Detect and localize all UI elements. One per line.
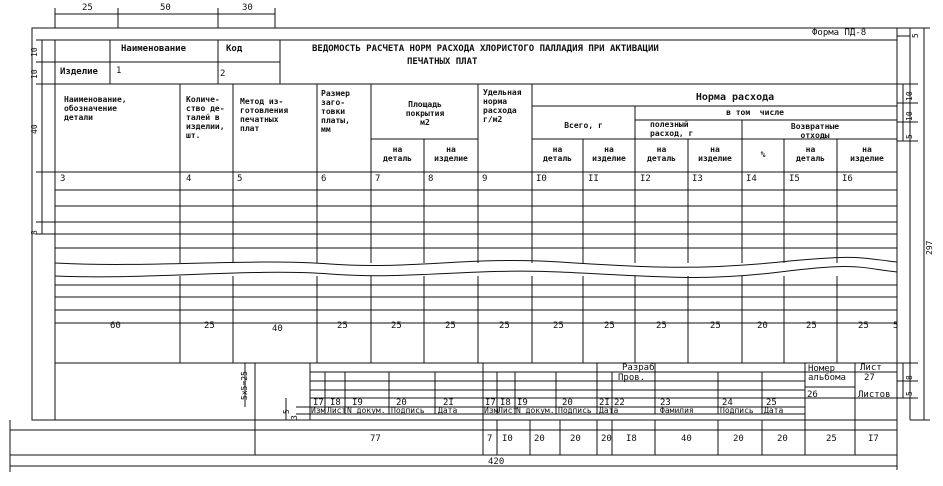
col-num: I2 [640, 174, 651, 184]
col-width: 25 [337, 321, 348, 331]
stamp-header: Изм [484, 406, 499, 415]
stamp-num: 2I [599, 398, 610, 408]
col-num: 8 [428, 174, 434, 184]
stamp-album: Номер альбома [808, 364, 846, 383]
form-title-line2: ПЕЧАТНЫХ ПЛАТ [407, 57, 478, 67]
stamp-num: I8 [330, 398, 341, 408]
bottom-width: 25 [826, 434, 837, 444]
header-useful-detail: на деталь [647, 145, 676, 163]
dim-right-297: 297 [925, 240, 934, 255]
dim-right-5: 5 [893, 321, 899, 331]
header-area-product: на изделие [434, 145, 468, 163]
stamp-header: N докум. [516, 406, 555, 415]
col-width: 25 [806, 321, 817, 331]
dim-30: 30 [242, 3, 253, 13]
col-width: 25 [858, 321, 869, 331]
stamp-sheet-value: 27 [864, 373, 875, 383]
col-num: II [588, 174, 599, 184]
col-width: 25 [391, 321, 402, 331]
stamp-header: Дата [438, 406, 458, 415]
col-width: 25 [445, 321, 456, 331]
col-num: I4 [746, 174, 757, 184]
header-quantity: Количе- ство де- талей в изделии, шт. [186, 95, 225, 140]
stamp-num: I9 [517, 398, 528, 408]
header-useful-product: на изделие [698, 145, 732, 163]
stamp-sheets-label: Листов [858, 390, 891, 400]
stamp-razrab: Разраб [622, 363, 655, 373]
bottom-width: 20 [601, 434, 612, 444]
stamp-num: 23 [660, 398, 671, 408]
col-num: 5 [237, 174, 243, 184]
stamp-num: 24 [722, 398, 733, 408]
stamp-num: I7 [313, 398, 324, 408]
header-returnable: Возвратные отходы [790, 122, 840, 140]
stamp-header: Дата [599, 406, 619, 415]
col-num: I0 [536, 174, 547, 184]
stamp-header: Лист [327, 406, 347, 415]
dim-left-8: 8 [30, 230, 39, 235]
col-num: I5 [789, 174, 800, 184]
form-number: Форма ПД-8 [812, 28, 867, 38]
stamp-num: 25 [766, 398, 777, 408]
header-specific-norm: Удельная норма расхода г/м2 [483, 88, 522, 124]
col-num: I3 [692, 174, 703, 184]
dim-right-10b: 10 [905, 111, 914, 121]
stamp-num: 20 [396, 398, 407, 408]
col-width: 25 [553, 321, 564, 331]
col-width: 25 [204, 321, 215, 331]
stamp-num: 22 [614, 398, 625, 408]
dim-right-8: 8 [905, 375, 914, 380]
stamp-num26: 26 [807, 390, 818, 400]
col-width: 25 [604, 321, 615, 331]
col-num: 7 [375, 174, 381, 184]
stamp-num: I8 [500, 398, 511, 408]
col-num: 6 [321, 174, 327, 184]
col-width: 25 [499, 321, 510, 331]
dim-left-5: 5 [282, 409, 291, 414]
stamp-num: I9 [352, 398, 363, 408]
stamp-header: Подпись [391, 406, 425, 415]
dim-50: 50 [160, 3, 171, 13]
bottom-width: 20 [733, 434, 744, 444]
stamp-header: Дата [764, 406, 784, 415]
stamp-header: Изм [311, 406, 326, 415]
col-width: 60 [110, 321, 121, 331]
header-area: Площадь покрытия м2 [405, 100, 445, 127]
dim-right-5: 5 [911, 33, 920, 38]
total-width: 420 [488, 457, 505, 467]
dim-right-5c: 5 [905, 391, 914, 396]
header-area-detail: на деталь [383, 145, 412, 163]
stamp-header: Лист [498, 406, 518, 415]
header-ret-percent: % [760, 150, 766, 159]
col-num: 3 [60, 174, 66, 184]
header-total-product: на изделие [592, 145, 626, 163]
label-product: Изделие [60, 67, 98, 77]
cell-2: 2 [220, 69, 226, 79]
stamp-num: I7 [485, 398, 496, 408]
header-ret-detail: на деталь [796, 145, 825, 163]
cell-1: 1 [116, 66, 122, 76]
dim-right-10a: 10 [905, 91, 914, 101]
label-code: Код [226, 44, 243, 54]
header-method: Метод из- готовления печатных плат [240, 97, 289, 133]
header-useful: полезный расход, г [650, 120, 694, 138]
dim-25: 25 [82, 3, 93, 13]
col-width: 25 [710, 321, 721, 331]
stamp-prov: Пров. [618, 373, 646, 383]
col-width: 20 [757, 321, 768, 331]
stamp-num: 2I [443, 398, 454, 408]
bottom-width: 20 [570, 434, 581, 444]
label-name: Наименование [121, 44, 187, 54]
stamp-sheet-label: Лист [860, 363, 882, 373]
dim-left-3: 3 [290, 415, 299, 420]
col-width: 25 [656, 321, 667, 331]
col-num: 4 [186, 174, 192, 184]
dim-right-5b: 5 [905, 134, 914, 139]
bottom-width: I0 [502, 434, 513, 444]
col-num: I6 [842, 174, 853, 184]
col-num: 9 [482, 174, 488, 184]
bottom-width: 20 [777, 434, 788, 444]
dim-left-10a: 10 [30, 47, 39, 57]
dim-left-10b: 10 [30, 69, 39, 79]
bottom-width: 7 [487, 434, 493, 444]
bottom-width: 40 [681, 434, 692, 444]
stamp-header: Подпись [720, 406, 754, 415]
header-blank-size: Размер заго- товки платы, мм [321, 89, 350, 134]
header-total-detail: на деталь [543, 145, 572, 163]
col-width: 40 [272, 324, 283, 334]
bottom-width: 20 [534, 434, 545, 444]
stamp-header: Подпись [558, 406, 592, 415]
dim-left-5x5: 5x5=25 [240, 371, 249, 400]
header-norm: Норма расхода [695, 92, 775, 103]
bottom-width: I7 [868, 434, 879, 444]
stamp-num: 20 [562, 398, 573, 408]
header-detail-name: Наименование, обозначение детали [64, 95, 127, 122]
bottom-width: I8 [626, 434, 637, 444]
header-norm-incl: в том числе [726, 108, 784, 117]
stamp-header: Фамилия [660, 406, 694, 415]
dim-left-40: 40 [30, 124, 39, 134]
bottom-width: 77 [370, 434, 381, 444]
header-total: Всего, г [564, 121, 603, 130]
stamp-header: N докум. [347, 406, 386, 415]
header-ret-product: на изделие [850, 145, 884, 163]
form-title-line1: ВЕДОМОСТЬ РАСЧЕТА НОРМ РАСХОДА ХЛОРИСТОГО ПАЛЛАДИЯ ПРИ АКТИВАЦИИ [312, 44, 659, 54]
